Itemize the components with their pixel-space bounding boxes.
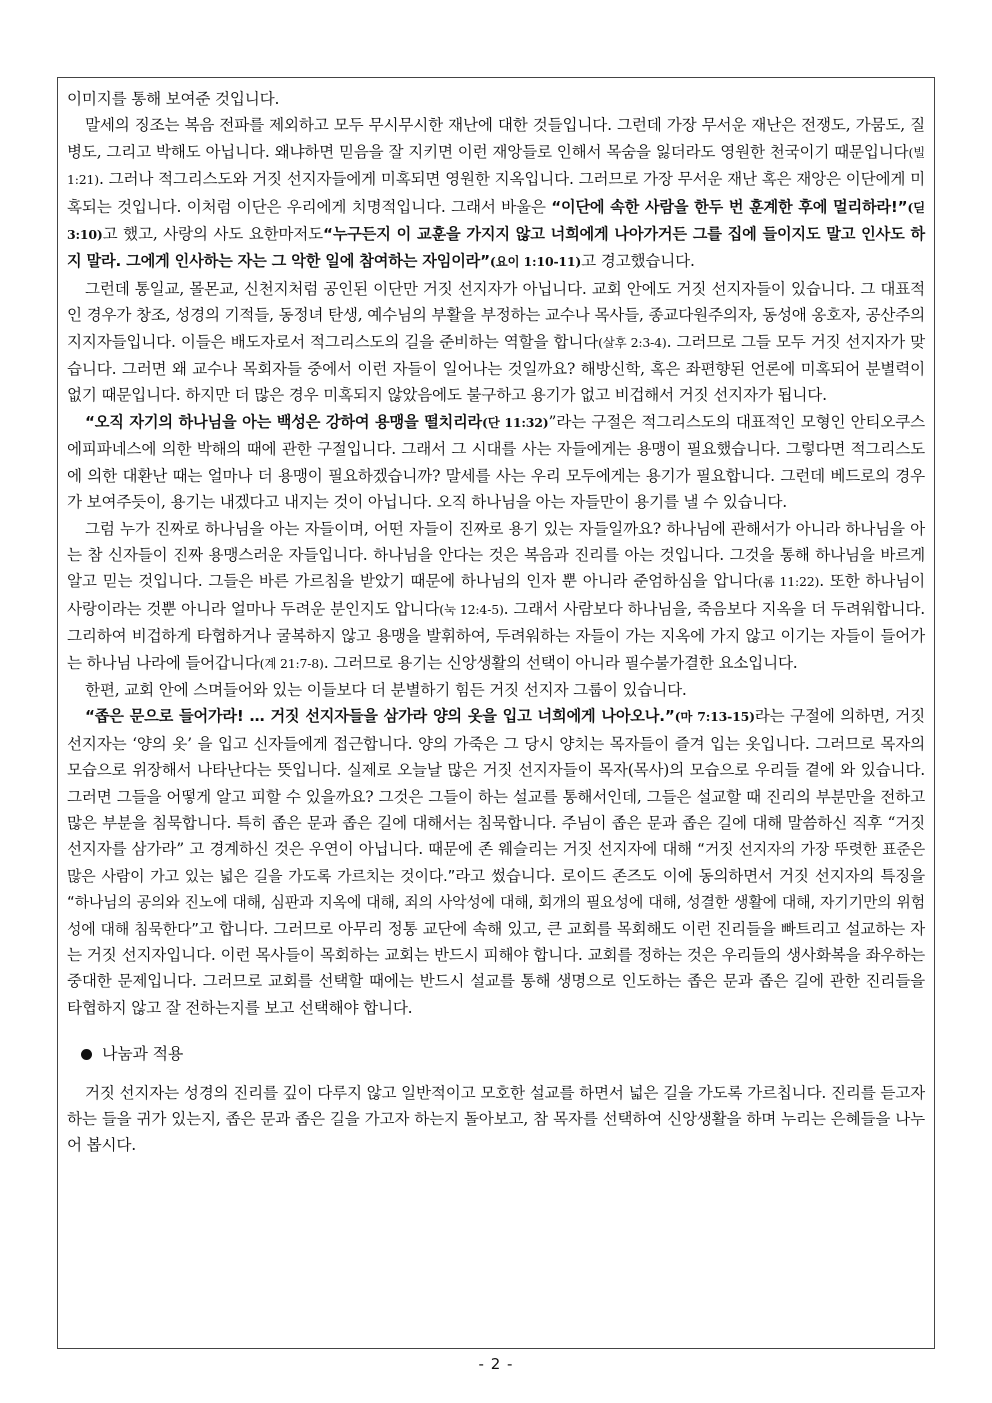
section-heading [67, 1041, 925, 1067]
scripture-ref: (딛 3:10) [67, 199, 925, 243]
paragraph-application [67, 1080, 925, 1159]
text: 그런데 통일교, 몰몬교, 신천지처럼 공인된 이단만 거짓 선지자가 아닙니다. 교회 안에도 거짓 선지자들이 있습니다. 그 대표적인 경우가 창조, 성경의 기적들, 동정녀 탄생, 예수님의 부활을 부정하는 교수나 목사들, 종교다원주의자, 동성애 옹호자, 공산주의 지지자들입니다. 이들은 배도자로서 적그리스도의 길을 준비하는 역할을 합니다 [67, 279, 925, 351]
text: 그럼 누가 진짜로 하나님을 아는 자들이며, 어떤 자들이 진짜로 용기 있는 자들일까요? 하나님에 관해서가 아니라 하나님을 아는 참 신자들이 진짜 용맹스러운 자들입니다. 하나님을 안다는 것은 복음과 진리를 아는 것입니다. 그것을 통해 하나님을 바르게 알고 믿는 것입니다. 그들은 바른 가르침을 받았기 때문에 하나님의 인자 뿐 아니라 준엄하심을 압니다 [67, 519, 925, 591]
paragraph-continued [67, 86, 925, 112]
text: 거짓 선지자는 성경의 진리를 깊이 다루지 않고 일반적이고 모호한 설교를 하면서 넓은 길을 가도록 가르칩니다. 진리를 듣고자 하는 들을 귀가 있는지, 좁은 문과 좁은 길을 가고자 하는지 돌아보고, 참 목자를 선택하여 신앙생활을 하며 누리는 은혜들을 나누어 봅시다. [67, 1083, 925, 1155]
scripture-ref: (계 21:7-8) [259, 655, 324, 671]
paragraph-end-times [67, 112, 925, 275]
scripture-ref: (빌 1:21) [67, 144, 925, 188]
document-body [67, 86, 925, 1159]
paragraph-knowing-god [67, 516, 925, 677]
paragraph-heresy [67, 276, 925, 409]
paragraph-narrow-gate [67, 703, 925, 1021]
text: 고 했고, 사랑의 사도 요한마저도 [102, 225, 324, 244]
quote-lloyd-jones: “하나님의 공의와 진노에 대해, 심판과 지옥에 대해, 죄의 사악성에 대해, 회개의 필요성에 대해, 성결한 생활에 대해, 자기기만의 위험성에 대해 침묵한다” [67, 893, 925, 938]
section-title: 나눔과 적용 [102, 1044, 184, 1064]
text: . 그래서 사람보다 하나님을, 죽음보다 지옥을 더 두려워합니다. 그리하여 비겁하게 타협하거나 굴복하지 않고 용맹을 발휘하여, 두려워하는 자들이 가는 지옥에 가지 않고 이기는 자들이 들어가는 하나님 나라에 들어갑니다 [67, 599, 925, 672]
bold-quote: “좁은 문으로 들어가라! … 거짓 선지자들을 삼가라 양의 옷을 입고 너희에게 나아오나.” [85, 707, 675, 726]
scripture-ref: (살후 2:3-4) [598, 334, 667, 350]
bold-quote: “누구든지 이 교훈을 가지지 않고 너희에게 나아가거든 그를 집에 들이지도 말고 인사도 하지 말라. 그에게 인사하는 자는 그 악한 일에 참여하는 자임이라” [67, 225, 925, 271]
text: 고 경고했습니다. [581, 252, 695, 271]
bullet-icon [81, 1049, 92, 1060]
text: 라는 구절에 의하면, 거짓 선지자는 ‘양의 옷’ 을 입고 신자들에게 접근합니다. 양의 가죽은 그 당시 양치는 목자들이 즐겨 입는 옷입니다. 그러므로 목자의 모습으로 위장해서 나타난다는 뜻입니다. 실제로 오늘날 많은 거짓 선지자들이 목자(목사)의 모습으로 우리들 곁에 와 있습니다. 그러면 그들을 어떻게 알고 피할 수 있을까요? 그것은 그들이 하는 설교를 통해서인데, 그들은 설교할 때 진리의 부분만을 전하고 많은 부분을 침묵합니다. 특히 좁은 문과 좁은 길에 대해서는 침묵합니다. 주님이 좁은 문과 좁은 길에 대해 말씀하신 직후 “거짓 선지자를 삼가라” 고 경계하신 것은 우연이 아닙니다. 때문에 존 웨슬리는 거짓 선지자에 대해 [67, 707, 925, 859]
text: . 그러나 적그리스도와 거짓 선지자들에게 미혹되면 영원한 지옥입니다. 그러므로 가장 무서운 재난 혹은 재앙은 이단에게 미혹되는 것입니다. 이처럼 이단은 우리에게 치명적입니다. 그래서 바울은 [67, 170, 925, 216]
text: . 그러므로 그들 모두 거짓 선지자가 맞습니다. 그러면 왜 교수나 목회자들 중에서 이런 자들이 일어나는 것일까요? 해방신학, 혹은 좌편향된 언론에 미혹되어 분별력이 없기 때문입니다. 하지만 더 많은 경우 미혹되지 않았음에도 불구하고 용기가 없고 비겁해서 거짓 선지자가 됩니다. [67, 332, 925, 405]
paragraph-courage [67, 409, 925, 516]
scripture-ref: (눅 12:4-5) [439, 601, 504, 617]
text: ”라는 구절은 적그리스도의 대표적인 모형인 안티오쿠스 에피파네스에 의한 박해의 때에 관한 구절입니다. 그래서 그 시대를 사는 자들에게는 용맹이 필요했습니다. 그렇다면 적그리스도에 의한 대환난 때는 얼마나 더 용맹이 필요하겠습니까? 말세를 사는 우리 모두에게는 용기가 필요합니다. 그런데 베드로의 경우가 보여주듯이, 용기는 내겠다고 내지는 것이 아닙니다. 오직 하나님을 아는 자들만이 용기를 낼 수 있습니다. [67, 412, 925, 512]
page-number: - 2 - [478, 1355, 514, 1373]
scripture-ref: (마 7:13-15) [674, 709, 755, 725]
quote-wesley: “거짓 선지자의 가장 뚜렷한 표준은 많은 사람이 가고 있는 넓은 길을 가도록 가르치는 것이다.” [67, 840, 925, 885]
text: . 그러므로 용기는 신앙생활의 선택이 아니라 필수불가결한 요소입니다. [323, 653, 798, 672]
scripture-ref: (롬 11:22) [758, 574, 820, 590]
text: 이미지를 통해 보여준 것입니다. [67, 90, 280, 108]
scripture-ref: (단 11:32) [482, 414, 549, 430]
bold-quote: “오직 자기의 하나님을 아는 백성은 강하여 용맹을 떨치리라 [85, 412, 483, 431]
paragraph-false-prophet-group [67, 677, 925, 703]
scripture-ref: (요이 1:10-11) [489, 254, 582, 270]
bold-quote: “이단에 속한 사람을 한두 번 훈계한 후에 멀리하라!” [551, 197, 908, 216]
text: 한편, 교회 안에 스며들어와 있는 이들보다 더 분별하기 힘든 거짓 선지자 그룹이 있습니다. [85, 680, 687, 699]
text: . 또한 하나님이 사랑이라는 것뿐 아니라 얼마나 두려운 분인지도 압니다 [67, 572, 925, 618]
text: 고 합니다. 그러므로 아무리 정통 교단에 속해 있고, 큰 교회를 목회해도 이런 진리들을 빠트리고 설교하는 자는 거짓 선지자입니다. 이런 목사들이 목회하는 교회는 반드시 피해야 합니다. 교회를 정하는 것은 우리들의 생사화복을 좌우하는 중대한 문제입니다. 그러므로 교회를 선택할 때에는 반드시 설교를 통해 생명으로 인도하는 좁은 문과 좁은 길에 관한 진리들을 타협하지 않고 잘 전하는지를 보고 선택해야 합니다. [67, 919, 926, 1017]
text: 라고 썼습니다. 로이드 존즈도 이에 동의하면서 거짓 선지자의 특징을 [455, 866, 925, 885]
text: 말세의 징조는 복음 전파를 제외하고 모두 무시무시한 재난에 대한 것들입니다. 그런데 가장 무서운 재난은 전쟁도, 가뭄도, 질병도, 그리고 박해도 아닙니다. 왜냐하면 믿음을 잘 지키면 이런 재앙들로 인해서 목숨을 잃더라도 영원한 천국이기 때문입니다 [67, 116, 925, 161]
